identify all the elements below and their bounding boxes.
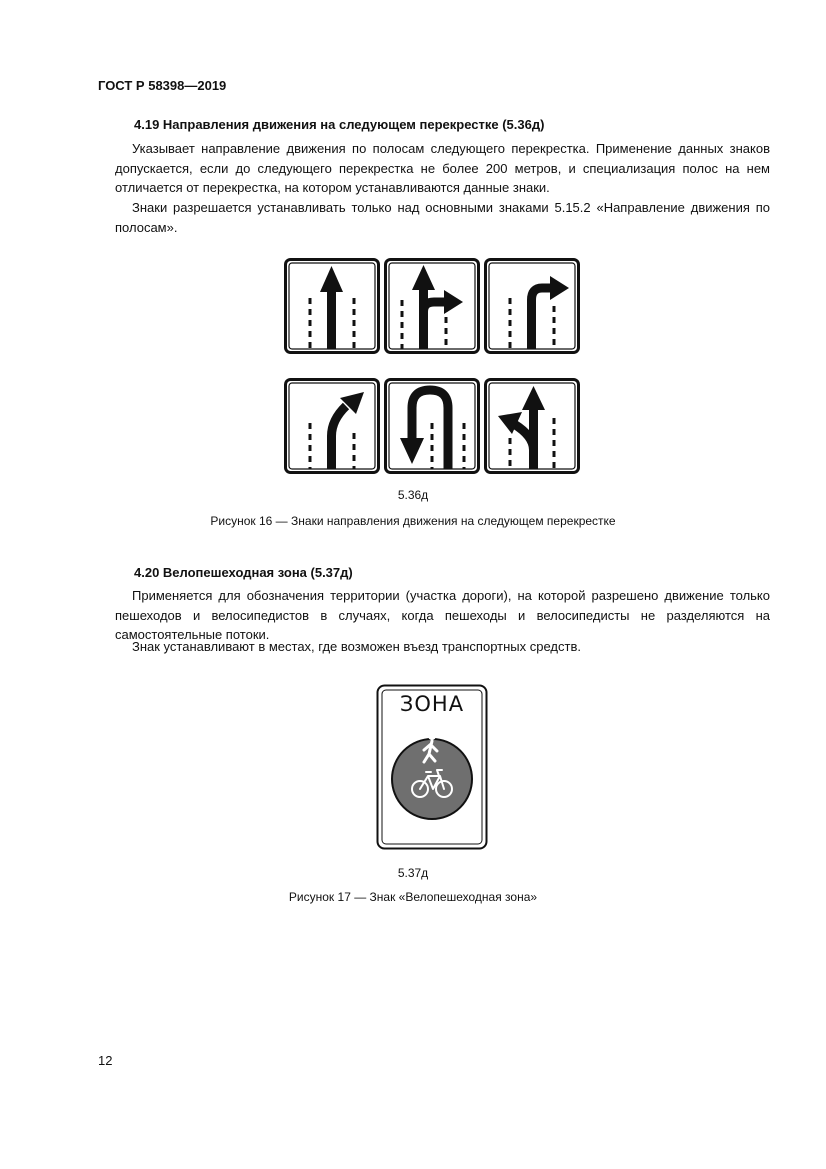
section-heading-4-19: 4.19 Направления движения на следующем перекрестке (5.36д) xyxy=(134,117,545,132)
sign-bear-right-lane xyxy=(284,378,380,474)
section-4-19-paragraph-1: Указывает направление движения по полосам следующего перекрестка. Применение данных знаков допускается, если до следующего перекрестка не более 200 метров, и специализация полос на нем отличается от перекрестка, на котором устанавливаются данные знаки. xyxy=(115,141,770,195)
figure-16-label: 5.36д xyxy=(397,488,429,502)
figure-17-label: 5.37д xyxy=(397,866,429,880)
section-4-20-paragraph-2: Знак устанавливают в местах, где возможен въезд транспортных средств. xyxy=(132,639,581,654)
sign-pedestrian-bicycle-zone xyxy=(376,684,488,850)
section-4-20-paragraph-1: Применяется для обозначения территории (участка дороги), на которой разрешено движение только пешеходов и велосипедистов в случаях, когда пешеходы и велосипедисты не разделяются на самостоятельные потоки. xyxy=(115,588,770,642)
document-code: ГОСТ Р 58398—2019 xyxy=(98,78,227,93)
sign-right-turn-lane xyxy=(484,258,580,354)
sign-straight-and-left xyxy=(484,378,580,474)
figure-17-caption: Рисунок 17 — Знак «Велопешеходная зона» xyxy=(288,890,538,904)
bicycle-icon xyxy=(376,684,488,850)
zone-sign-text: ЗОНА xyxy=(399,692,465,716)
section-heading-4-20: 4.20 Велопешеходная зона (5.37д) xyxy=(134,565,353,580)
sign-straight-and-right xyxy=(384,258,480,354)
figure-16-caption: Рисунок 16 — Знаки направления движения на следующем перекрестке xyxy=(210,514,616,528)
sign-straight-middle-lane xyxy=(284,258,380,354)
sign-u-turn-lane xyxy=(384,378,480,474)
page-number: 12 xyxy=(98,1053,113,1068)
section-4-19-paragraph-2: Знаки разрешается устанавливать только над основными знаками 5.15.2 «Направление движения по полосам». xyxy=(115,200,770,235)
